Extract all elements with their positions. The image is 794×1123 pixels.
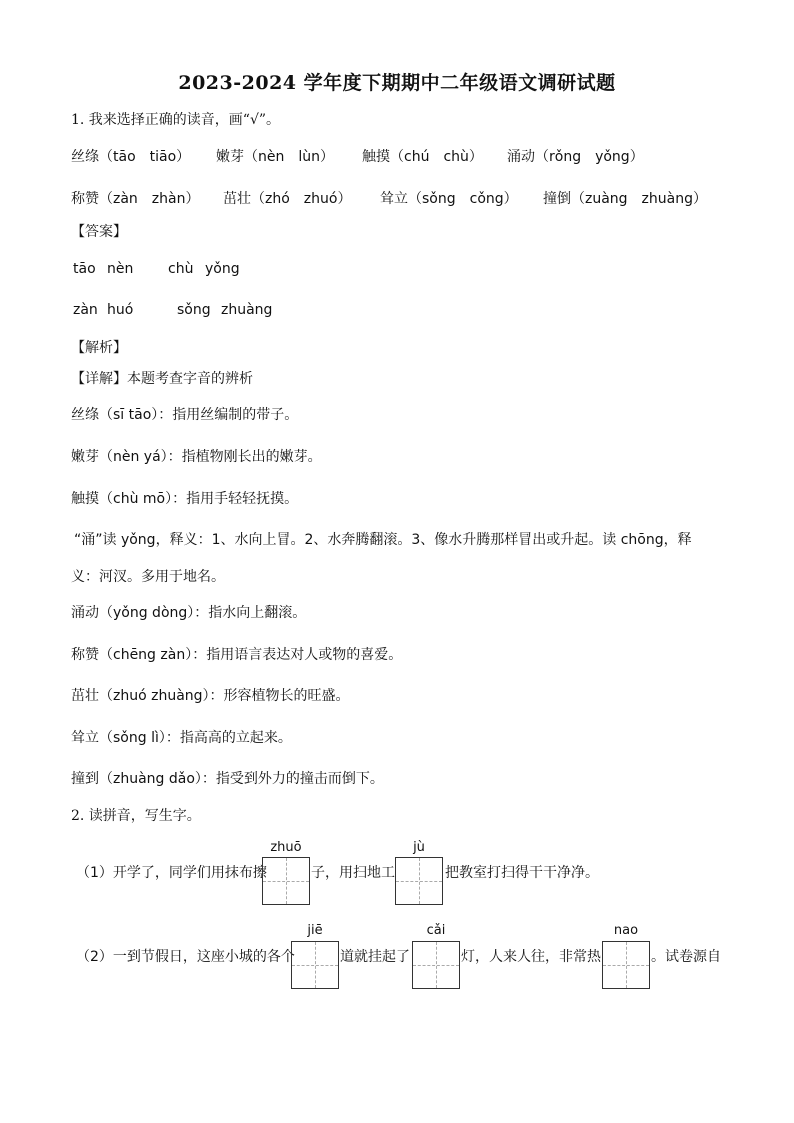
pinyin-label: cǎi	[426, 923, 446, 938]
page-title: 2023-2024 学年度下期期中二年级语文调研试题	[178, 72, 616, 94]
option-item: 茁壮（zhó zhuó）	[223, 191, 352, 207]
answer-item: huó	[107, 302, 134, 318]
answer-item: nèn	[107, 261, 134, 277]
explanation-line: 茁壮（zhuó zhuàng）：形容植物长的旺盛。	[71, 688, 350, 704]
sentence-2-start: （2）一到节假日，这座小城的各个	[76, 949, 295, 965]
explanation-line: 嫩芽（nèn yá）：指植物刚长出的嫩芽。	[71, 449, 322, 465]
explanation-line: “涌”读 yǒng，释义：1、水向上冒。2、水奔腾翻滚。3、像水升腾那样冒出或升起。读 chōng，释	[74, 532, 692, 548]
sentence-2-middle-1: 道就挂起了	[340, 949, 410, 965]
pinyin-label: nao	[613, 923, 639, 938]
question-1-prompt: 1. 我来选择正确的读音，画“√”。	[71, 112, 281, 128]
explanation-line: 耸立（sǒng lì）：指高高的立起来。	[71, 730, 292, 746]
writing-box[interactable]	[262, 857, 310, 905]
answer-item: yǒng	[205, 261, 240, 277]
explanation-line: 触摸（chù mō）：指用手轻轻抚摸。	[71, 491, 299, 507]
option-item: 称赞（zàn zhàn）	[71, 191, 200, 207]
explanation-line: 涌动（yǒng dòng）：指水向上翻滚。	[71, 605, 307, 621]
answer-label: 【答案】	[71, 224, 127, 240]
answer-item: tāo	[73, 261, 96, 277]
writing-box[interactable]	[412, 941, 460, 989]
explanation-line: 称赞（chēng zàn）：指用语言表达对人或物的喜爱。	[71, 647, 403, 663]
question-2-prompt: 2. 读拼音，写生字。	[71, 808, 201, 824]
answer-item: chù	[168, 261, 194, 277]
pinyin-label: zhuō	[270, 840, 302, 855]
sentence-1-start: （1）开学了，同学们用抹布擦	[76, 865, 267, 881]
writing-box[interactable]	[291, 941, 339, 989]
detail-label: 【详解】本题考查字音的辨析	[71, 371, 253, 387]
option-item: 触摸（chú chù）	[362, 149, 483, 165]
option-item: 涌动（rǒng yǒng）	[507, 149, 644, 165]
sentence-2-middle-2: 灯，人来人往，非常热	[461, 949, 601, 965]
answer-item: zhuàng	[221, 302, 273, 318]
analysis-label: 【解析】	[71, 340, 127, 356]
sentence-1-end: 把教室打扫得干干净净。	[445, 865, 599, 881]
pinyin-label: jiē	[307, 923, 323, 938]
explanation-line: 丝绦（sī tāo）：指用丝编制的带子。	[71, 407, 299, 423]
answer-item: zàn	[73, 302, 98, 318]
option-item: 耸立（sǒng cǒng）	[380, 191, 518, 207]
writing-box[interactable]	[602, 941, 650, 989]
option-item: 丝绦（tāo tiāo）	[71, 149, 191, 165]
answer-item: sǒng	[177, 302, 211, 318]
explanation-line: 撞到（zhuàng dǎo）：指受到外力的撞击而倒下。	[71, 771, 384, 787]
option-item: 嫩芽（nèn lùn）	[216, 149, 334, 165]
explanation-line: 义：河汊。多用于地名。	[71, 569, 225, 585]
pinyin-label: jù	[413, 840, 425, 855]
sentence-1-middle: 子，用扫地工	[311, 865, 395, 881]
writing-box[interactable]	[395, 857, 443, 905]
option-item: 撞倒（zuàng zhuàng）	[543, 191, 707, 207]
sentence-2-end: 。试卷源自	[651, 949, 721, 965]
